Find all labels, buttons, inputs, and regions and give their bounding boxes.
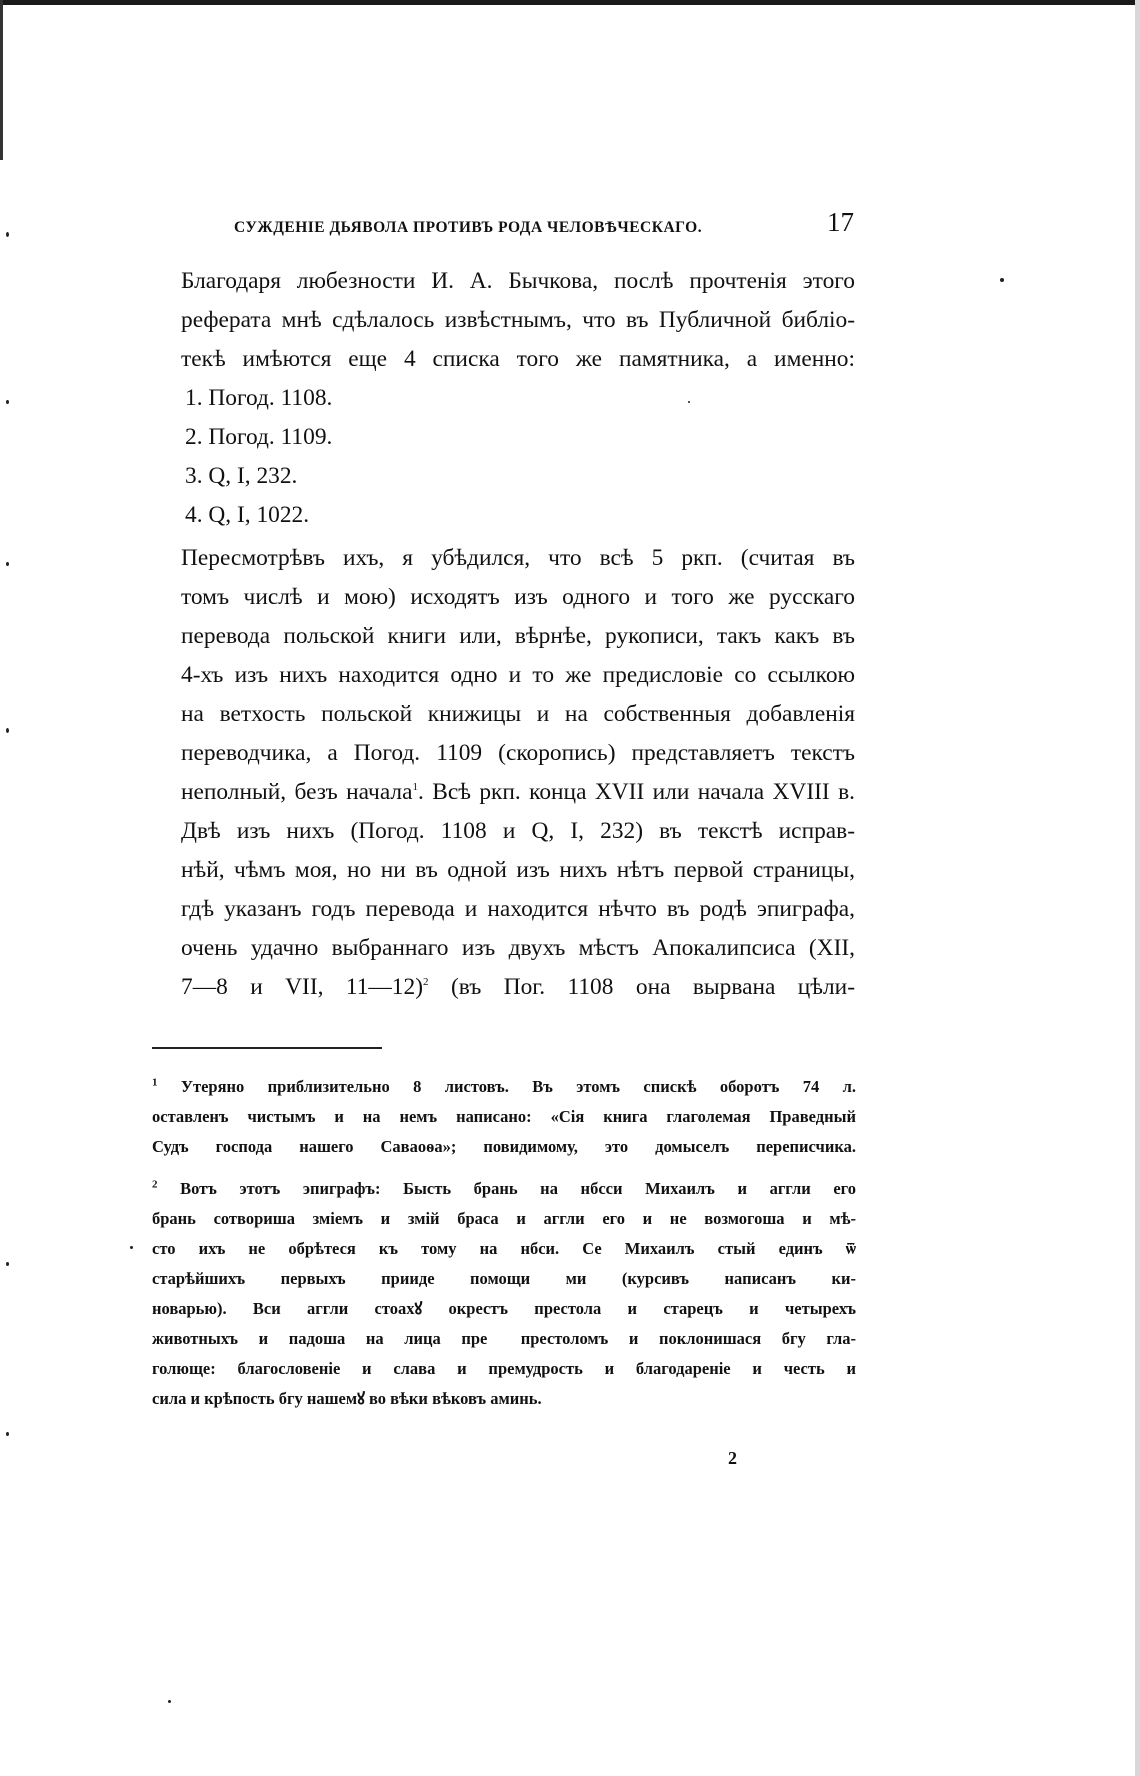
text-line: Благодаря любезности И. А. Бычкова, послѣ прочтенія этого — [181, 268, 855, 294]
running-title: СУЖДЕНІЕ ДЬЯВОЛА ПРОТИВЪ РОДА ЧЕЛОВѢЧЕСКАГО. — [234, 219, 703, 236]
footnote-rule — [152, 1047, 382, 1049]
page-number: 17 — [827, 207, 854, 237]
text-fragment: Всѣ ркп. конца XVII или начала XVIII в. — [432, 779, 855, 805]
scan-speck — [6, 232, 9, 237]
footnote-line: сто ихъ не обрѣтеся къ тому на нбси. Се Михаилъ стый единъ ѿ — [152, 1239, 856, 1258]
text-line: на ветхость польской книжицы и на собственныя добавленія — [181, 701, 855, 727]
list-item: 2. Погод. 1109. — [185, 424, 333, 450]
text-line: текѣ имѣются еще 4 списка того же памятника, а именно: — [181, 346, 855, 372]
text-line: переводчика, а Погод. 1109 (скоропись) представляетъ текстъ — [181, 740, 855, 766]
footnote-marker[interactable]: 1 — [412, 781, 418, 794]
text-fragment: Утеряно приблизительно 8 листовъ. Въ этомъ спискѣ оборотъ 74 л. — [180, 1077, 856, 1096]
text-line: томъ числѣ и мою) исходятъ изъ одного и того же русскаго — [181, 584, 855, 610]
footnote-line — [152, 1072, 856, 1102]
scan-left-edge — [0, 0, 3, 160]
scan-speck — [1000, 278, 1004, 282]
text-line: 4-хъ изъ нихъ находится одно и то же предисловіе со ссылкою — [181, 662, 855, 688]
text-fragment: 7—8 и VII, 11—12) — [181, 974, 423, 1000]
scan-speck — [130, 1246, 133, 1249]
running-head — [234, 207, 854, 243]
scan-right-edge — [1135, 0, 1140, 1776]
text-line: нѣй, чѣмъ моя, но ни въ одной изъ нихъ нѣтъ первой страницы, — [181, 857, 855, 883]
footnote-1 — [152, 1072, 856, 1162]
body-text — [181, 262, 855, 1007]
scan-top-edge — [0, 0, 1140, 5]
scan-speck — [6, 400, 9, 404]
footnote-marker[interactable]: 2 — [423, 976, 429, 989]
footnote-line: животныхъ и падоша на лица преⷣ престоломъ и поклонишася бгу гла- — [152, 1329, 856, 1348]
text-fragment: неполный, безъ начала — [181, 779, 413, 805]
text-line: перевода польской книги или, вѣрнѣе, рукописи, такъ какъ въ — [181, 623, 855, 649]
footnote-line: брань сотвориша зміемъ и змій браса и аггли его и не возмогоша и мѣ- — [152, 1209, 856, 1228]
text-line: гдѣ указанъ годъ перевода и находится нѣчто въ родѣ эпиграфа, — [181, 896, 855, 922]
text-line: реферата мнѣ сдѣлалось извѣстнымъ, что въ Публичной библіо- — [181, 307, 855, 333]
scan-speck — [168, 1700, 171, 1703]
footnote-line — [152, 1174, 856, 1204]
text-line: Двѣ изъ нихъ (Погод. 1108 и Q, I, 232) въ текстѣ исправ- — [181, 818, 855, 844]
text-line: неполный, безъ начала$^1$. Всѣ ркп. конца XVII или начала XVIII в. — [181, 779, 855, 805]
footnote-2 — [152, 1174, 856, 1414]
text-line — [181, 968, 855, 1007]
text-fragment: Вотъ этотъ эпиграфъ: Бысть брань на нбсси Михаилъ и аггли его — [180, 1179, 856, 1198]
signature-mark: 2 — [728, 1448, 737, 1468]
scan-speck — [6, 1262, 9, 1266]
footnote-line: оставленъ чистымъ и на немъ написано: «Сія книга глаголемая Праведный — [152, 1107, 856, 1126]
scan-speck — [6, 562, 9, 566]
footnote-line: сила и крѣпость бгу нашемꙋ во вѣки вѣковъ аминь. — [152, 1389, 542, 1408]
text-line: Пересмотрѣвъ ихъ, я убѣдился, что всѣ 5 ркп. (считая въ — [181, 545, 855, 571]
list-item: 3. Q, I, 232. — [185, 463, 298, 489]
footnote-line: старѣйшихъ первыхъ прииде помощи ми (курсивъ написанъ ки- — [152, 1269, 856, 1288]
footnotes — [152, 1072, 856, 1414]
manuscript-list — [181, 379, 855, 535]
text-line: очень удачно выбраннаго изъ двухъ мѣстъ Апокалипсиса (XII, — [181, 935, 855, 961]
scan-speck — [6, 728, 9, 733]
footnote-line: голюще: благословеніе и слава и премудрость и благодареніе и честь и — [152, 1359, 856, 1378]
text-fragment: (въ Пог. 1108 она вырвана цѣли- — [450, 974, 855, 1000]
list-item: 4. Q, I, 1022. — [185, 502, 310, 528]
footnote-number: 2 — [152, 1178, 158, 1191]
footnote-line: новарью). Вси аггли стоахꙋ окрестъ престола и старецъ и четырехъ — [152, 1299, 856, 1318]
footnote-number: 1 — [152, 1076, 158, 1089]
footnote-line: Судъ господа нашего Саваоѳа»; повидимому, это домыселъ переписчика. — [152, 1137, 856, 1156]
scan-speck — [6, 1432, 9, 1436]
list-item: 1. Погод. 1108. — [185, 385, 333, 411]
